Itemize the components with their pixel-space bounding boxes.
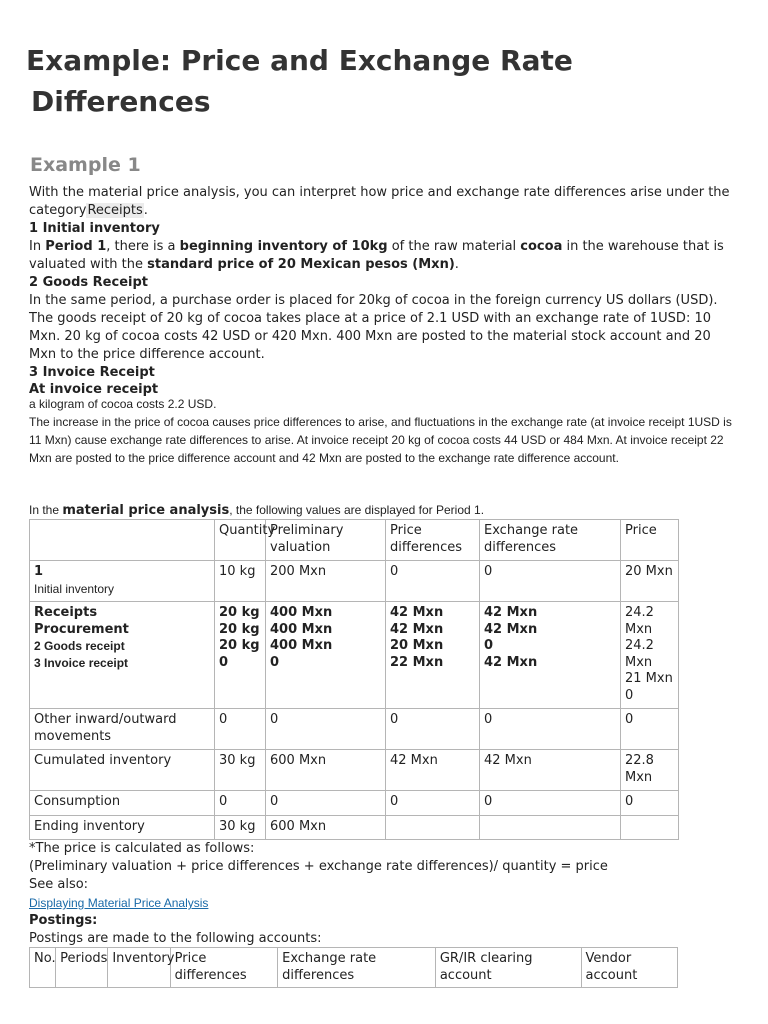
header-vendor-account: Vendor account: [581, 948, 678, 988]
table-header-row: [30, 948, 678, 988]
table-row: Ending inventory 30 kg 600 Mxn: [30, 816, 679, 840]
goods-receipt-text-2: The goods receipt of 20 kg of cocoa takes place at a price of 2.1 USD with an exchange rate of 1USD: 10 Mxn. 20 kg of cocoa costs 42 USD or 420 Mxn. 400 Mxn are posted to the material stock account and 20 Mxn to the price difference account.: [29, 311, 711, 362]
page-title: [26, 40, 726, 122]
section-goods-receipt: [29, 274, 741, 364]
invoice-receipt-text: [29, 395, 741, 467]
postings-table: [29, 947, 678, 988]
displaying-material-price-analysis-link[interactable]: Displaying Material Price Analysis: [29, 896, 209, 910]
header-exchange-rate-differences: Exchange rate differences: [278, 948, 436, 988]
invoice-difference-text: The increase in the price of cocoa causes price differences to arise, and fluctuations in the exchange rate (at invoice receipt 1USD is 11 Mxn) cause exchange rate differences to arise. At invoice receipt 20 kg of cocoa costs 44 USD or 484 Mxn. At invoice receipt 22 Mxn are posted to the price difference account and 42 Mxn are posted to the exchange rate difference account.: [29, 415, 732, 465]
table-header-row: [30, 520, 679, 561]
goods-receipt-text-1: In the same period, a purchase order is placed for 20kg of cocoa in the foreign currency US dollars (USD).: [29, 293, 718, 308]
title-line-2: Differences: [31, 85, 211, 118]
table-row: 1 Initial inventory 10 kg 200 Mxn 0 0 20 Mxn: [30, 561, 679, 602]
analysis-intro: In the material price analysis, the following values are displayed for Period 1.: [29, 503, 485, 518]
invoice-price-text: a kilogram of cocoa costs 2.2 USD.: [29, 397, 217, 411]
initial-inventory-text: In Period 1, there is a beginning inventory of 10kg of the raw material cocoa in the warehouse that is valuated with the standard price of 20 Mexican pesos (Mxn).: [29, 239, 724, 272]
section-heading: Example 1: [30, 154, 141, 176]
table-row: Cumulated inventory 30 kg 600 Mxn 42 Mxn 42 Mxn 22.8 Mxn: [30, 750, 679, 791]
title-line-1: Example: Price and Exchange Rate: [26, 44, 573, 77]
table-row: Receipts Procurement 2 Goods receipt 3 Invoice receipt 20 kg 20 kg 20 kg 0 400 Mxn 400 Mxn 400 Mxn 0 42 Mxn 42 Mxn 20 Mxn 22 Mxn 42 Mxn 42 Mxn 0 42 Mxn 24.2 Mxn 24.2 Mxn 21 Mxn 0: [30, 602, 679, 709]
price-analysis-table: [29, 519, 679, 840]
header-preliminary-valuation: Preliminary valuation: [266, 520, 386, 561]
intro-paragraph: With the material price analysis, you can interpret how price and exchange rate differences arise under the categoryReceipts.: [29, 185, 730, 218]
table-row: Consumption 0 0 0 0 0: [30, 791, 679, 816]
heading-postings: Postings:: [29, 913, 98, 928]
category-highlight: Receipts: [87, 203, 143, 218]
header-no: No.: [30, 948, 56, 988]
header-price-differences: Price differences: [386, 520, 480, 561]
header-price-differences: Price differences: [170, 948, 277, 988]
section-invoice-receipt: [29, 364, 741, 398]
heading-initial-inventory: 1 Initial inventory: [29, 221, 160, 236]
header-exchange-rate-differences: Exchange rate differences: [480, 520, 621, 561]
postings-section: Postings: Postings are made to the following accounts:: [29, 913, 322, 946]
heading-invoice-receipt: 3 Invoice Receipt: [29, 365, 155, 380]
header-price: Price: [621, 520, 679, 561]
header-gr-ir-clearing-account: GR/IR clearing account: [435, 948, 581, 988]
table-row: Other inward/outward movements 0 0 0 0 0: [30, 709, 679, 750]
subheading-at-invoice-receipt: At invoice receipt: [29, 382, 159, 397]
header-inventory: Inventory: [108, 948, 170, 988]
section-initial-inventory: [29, 220, 741, 274]
heading-goods-receipt: 2 Goods Receipt: [29, 275, 148, 290]
header-quantity: Quantity: [215, 520, 266, 561]
header-periods: Periods: [56, 948, 108, 988]
price-calculation-note: *The price is calculated as follows: (Preliminary valuation + price differences + exchange rate differences)/ quantity = price See also:: [29, 841, 608, 892]
